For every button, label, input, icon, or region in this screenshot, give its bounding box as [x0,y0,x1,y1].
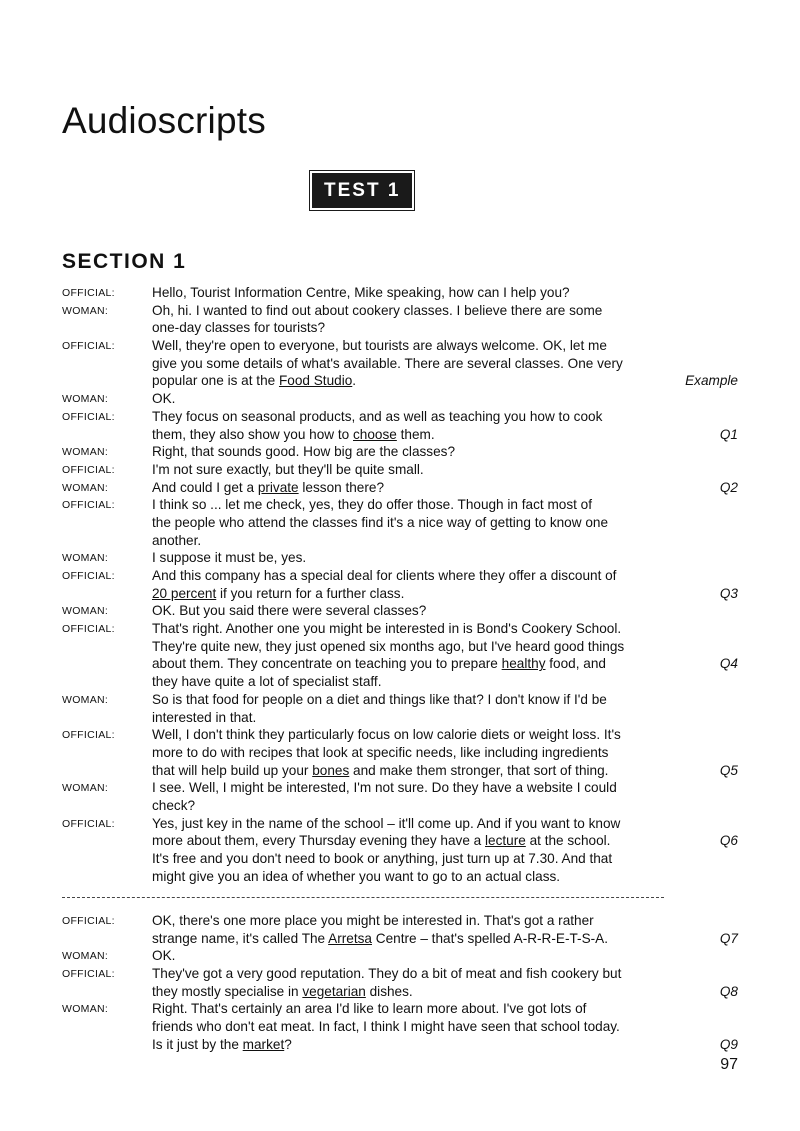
line-text-after: and make them stronger, that sort of thing. [349,762,609,778]
line-text-after: at the school. [525,833,611,849]
line-text: strange name, it's called The Arretsa Centre – that's spelled A-R-R-E-T-S-A. [152,930,609,946]
line-text: Oh, hi. I wanted to find out about cookery classes. I believe there are some [152,302,603,318]
answer-word: lecture [485,833,526,849]
transcript-line [0,426,800,444]
transcript-line [0,762,800,780]
line-text: And could I get a private lesson there? [152,479,385,495]
speaker-label: OFFICIAL: [62,729,115,742]
line-text: interested in that. [152,709,257,725]
line-text: I see. Well, I might be interested, I'm not sure. Do they have a website I could [152,780,617,796]
question-marker: Q8 [719,983,738,999]
transcript-line [0,408,800,426]
speaker-label: WOMAN: [62,552,109,565]
speaker-label: WOMAN: [62,605,109,618]
section-divider [62,897,664,898]
transcript-line [0,1036,800,1054]
transcript-line [0,496,800,514]
transcript-line [0,930,800,948]
answer-word: Food Studio [278,373,353,389]
transcript-line [0,965,800,983]
line-text: I think so ... let me check, yes, they do offer those. Though in fact most of [152,497,593,513]
line-text: give you some details of what's available. There are several classes. One very [152,355,623,371]
line-text: I'm not sure exactly, but they'll be quite small. [152,461,424,477]
transcript-line [0,1000,800,1018]
line-text: Right, that sounds good. How big are the classes? [152,444,456,460]
speaker-label: WOMAN: [62,446,109,459]
page-number: 97 [720,1056,738,1073]
line-text: that will help build up your bones and make them stronger, that sort of thing. [152,762,609,778]
line-text: OK. But you said there were several classes? [152,603,427,619]
line-text: Right. That's certainly an area I'd like to learn more about. I've got lots of [152,1001,587,1017]
question-marker: Q3 [719,585,738,601]
transcript-line [0,319,800,337]
transcript-line [0,514,800,532]
line-text: I suppose it must be, yes. [152,550,307,566]
transcript-line [0,620,800,638]
speaker-label: WOMAN: [62,481,109,494]
speaker-label: OFFICIAL: [62,463,115,476]
speaker-label: WOMAN: [62,782,109,795]
question-marker: Q6 [719,833,738,849]
line-text: about them. They concentrate on teaching you to prepare healthy food, and [152,656,606,672]
transcript-line [0,983,800,1001]
transcript-line [0,850,800,868]
transcript-line [0,726,800,744]
question-marker: Q7 [719,930,738,946]
line-text-after: dishes. [365,983,413,999]
speaker-label: WOMAN: [62,393,109,406]
transcript-line [0,638,800,656]
transcript-line [0,302,800,320]
transcript-line [0,797,800,815]
line-text: one-day classes for tourists? [152,320,326,336]
test-label-badge: TEST 1 [312,173,412,208]
transcript-line [0,655,800,673]
line-text: more to do with recipes that look at specific needs, like including ingredients [152,744,609,760]
transcript-line [0,815,800,833]
transcript-line [0,673,800,691]
question-marker: Q4 [719,656,738,672]
section-heading: SECTION 1 [62,250,187,273]
answer-word: market [242,1036,285,1052]
line-text: the people who attend the classes find it's a nice way of getting to know one [152,514,609,530]
line-text: them, they also show you how to choose them. [152,426,435,442]
transcript-line [0,779,800,797]
line-text: friends who don't eat meat. In fact, I think I might have seen that school today. [152,1019,620,1035]
question-marker: Q1 [719,426,738,442]
answer-word: private [257,479,299,495]
line-text: they mostly specialise in vegetarian dishes. [152,983,413,999]
transcript-line [0,284,800,302]
line-text: They've got a very good reputation. They do a bit of meat and fish cookery but [152,966,622,982]
speaker-label: OFFICIAL: [62,287,115,299]
transcript-line [0,355,800,373]
transcript-line [0,461,800,479]
line-text: Is it just by the market? [152,1036,292,1052]
question-marker: Q5 [719,762,738,778]
question-marker: Example [685,373,738,389]
line-text-after: food, and [545,656,606,672]
line-text: OK. [152,391,176,407]
transcript-line [0,868,800,886]
transcript-line [0,709,800,727]
transcript-line [0,947,800,965]
line-text: more about them, every Thursday evening they have a lecture at the school. [152,833,611,849]
answer-word: vegetarian [302,983,366,999]
line-text-after: . [352,373,357,389]
line-text: They're quite new, they just opened six months ago, but I've heard good things [152,638,625,654]
transcript-line [0,532,800,550]
line-text-after: them. [396,426,435,442]
transcript-line [0,1018,800,1036]
transcript-line [0,832,800,850]
line-text-after: ? [284,1036,292,1052]
speaker-label: OFFICIAL: [62,410,115,423]
transcript-line [0,479,800,497]
speaker-label: OFFICIAL: [62,570,115,582]
speaker-label: OFFICIAL: [62,623,115,636]
answer-word: choose [353,426,397,442]
answer-word: healthy [501,656,546,672]
line-text-after: lesson there? [298,479,385,495]
line-text: check? [152,797,196,813]
question-marker: Q2 [719,479,738,495]
speaker-label: WOMAN: [62,1003,109,1016]
transcript-block-1 [0,284,800,885]
line-text: Yes, just key in the name of the school – it'll come up. And if you want to know [152,815,621,831]
transcript-line [0,337,800,355]
speaker-label: OFFICIAL: [62,499,115,512]
line-text: popular one is at the Food Studio. [152,373,357,389]
line-text: They focus on seasonal products, and as well as teaching you how to cook [152,408,603,424]
line-text: That's right. Another one you might be interested in is Bond's Cookery School. [152,621,622,637]
speaker-label: WOMAN: [62,304,109,317]
transcript-line [0,691,800,709]
answer-word: Arretsa [328,930,372,946]
transcript-line [0,585,800,603]
transcript-line [0,744,800,762]
line-text: So is that food for people on a diet and things like that? I don't know if I'd be [152,691,607,707]
speaker-label: WOMAN: [62,950,109,963]
line-text-after: Centre – that's spelled A-R-R-E-T-S-A. [371,930,609,946]
transcript-block-2 [0,912,800,1054]
speaker-label: WOMAN: [62,693,109,706]
question-marker: Q9 [719,1036,738,1052]
speaker-label: OFFICIAL: [62,968,115,981]
line-text: Well, they're open to everyone, but tourists are always welcome. OK, let me [152,338,607,354]
line-text [152,585,404,603]
line-text-after: if you return for a further class. [216,585,405,601]
line-text: Hello, Tourist Information Centre, Mike speaking, how can I help you? [152,285,570,300]
transcript-line [0,390,800,408]
transcript-line [0,912,800,930]
line-text: OK. [152,948,176,964]
line-text: And this company has a special deal for clients where they offer a discount of [152,568,617,583]
line-text: Well, I don't think they particularly focus on low calorie diets or weight loss. It's [152,727,621,743]
line-text: they have quite a lot of specialist staff. [152,674,382,690]
page-title: Audioscripts [62,100,266,141]
speaker-label: OFFICIAL: [62,915,115,927]
answer-word: bones [312,762,350,778]
line-text: It's free and you don't need to book or anything, just turn up at 7.30. And that [152,851,613,866]
transcript-line [0,567,800,585]
transcript-line [0,549,800,567]
line-text: another. [152,532,202,548]
transcript-line [0,602,800,620]
transcript-line [0,372,800,390]
transcript-line [0,443,800,461]
line-text: might give you an idea of whether you want to go to an actual class. [152,868,561,884]
line-text: OK, there's one more place you might be interested in. That's got a rather [152,913,594,928]
answer-word: 20 percent [152,585,217,601]
speaker-label: OFFICIAL: [62,817,115,830]
speaker-label: OFFICIAL: [62,340,115,353]
